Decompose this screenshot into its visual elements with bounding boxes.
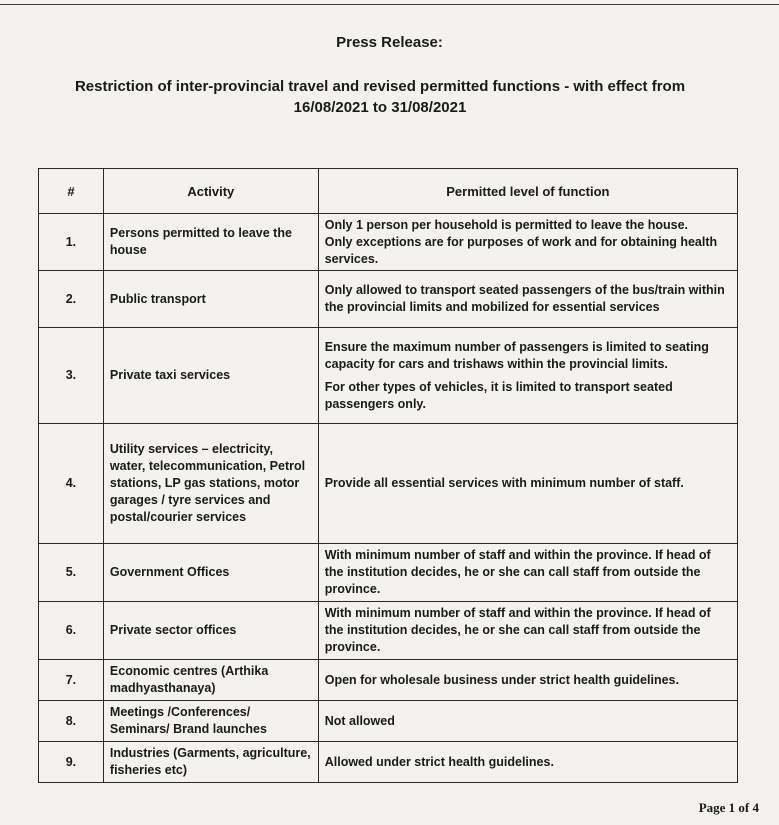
table-header-row [39,169,738,214]
permitted-text: Open for wholesale business under strict health guidelines. [324,672,679,687]
permitted-text: Only allowed to transport seated passengers of the bus/train within the provincial limits and mobilized for essential services [324,283,725,314]
press-release-title: Press Release: [336,34,443,51]
permitted-text: Only exceptions are for purposes of work and for obtaining health services. [324,234,718,266]
row-activity: Persons permitted to leave the house [103,214,318,271]
table-row [39,544,738,602]
row-activity: Meetings /Conferences/ Seminars/ Brand launches [103,701,318,742]
permitted-text: With minimum number of staff and within the province. If head of the institution decides, he or she can call staff from outside the province. [324,606,711,654]
page-number: Page 1 of 4 [698,800,759,815]
row-number: 4. [39,424,104,544]
row-activity: Private sector offices [103,602,318,660]
row-activity: Public transport [103,271,318,328]
table-row [39,701,738,742]
row-number: 8. [39,701,104,742]
row-number: 3. [39,328,104,424]
restrictions-table [38,168,738,783]
permitted-text: Allowed under strict health guidelines. [324,754,554,769]
header-permitted: Permitted level of function [318,169,737,214]
table-row [39,424,738,544]
row-permitted [318,424,737,544]
row-number: 9. [39,742,104,783]
table-row [39,742,738,783]
row-permitted [318,701,737,742]
row-activity: Economic centres (Arthika madhyasthanaya) [103,660,318,701]
document-subtitle [30,76,730,118]
permitted-text: For other types of vehicles, it is limited to transport seated passengers only. [324,379,673,411]
row-activity: Government Offices [103,544,318,602]
header-number: # [39,169,104,214]
table-row [39,602,738,660]
row-number: 2. [39,271,104,328]
row-permitted [318,328,737,424]
row-activity: Industries (Garments, agriculture, fisheries etc) [103,742,318,783]
row-permitted [318,544,737,602]
table-row [39,328,738,424]
row-number: 6. [39,602,104,660]
row-permitted [318,602,737,660]
table-row [39,214,738,271]
table-row [39,271,738,328]
row-number: 7. [39,660,104,701]
row-permitted [318,214,737,271]
subtitle-line-2: 16/08/2021 to 31/08/2021 [293,99,467,116]
row-activity: Private taxi services [103,328,318,424]
header-activity: Activity [103,169,318,214]
permitted-text: Not allowed [324,713,395,728]
top-rule [0,4,779,5]
permitted-text: Provide all essential services with minimum number of staff. [324,476,684,490]
subtitle-line-1: Restriction of inter-provincial travel and revised permitted functions - with effect from [74,78,686,95]
row-permitted [318,742,737,783]
table-row [39,660,738,701]
row-number: 1. [39,214,104,271]
row-permitted [318,271,737,328]
row-number: 5. [39,544,104,602]
row-permitted [318,660,737,701]
permitted-text: With minimum number of staff and within the province. If head of the institution decides, he or she can call staff from outside the province. [324,548,711,596]
permitted-text: Only 1 person per household is permitted to leave the house. [324,217,688,232]
row-activity: Utility services – electricity, water, telecommunication, Petrol stations, LP gas stations, motor garages / tyre services and postal/courier services [103,424,318,544]
permitted-text: Ensure the maximum number of passengers is limited to seating capacity for cars and trishaws within the provincial limits. [324,339,709,371]
